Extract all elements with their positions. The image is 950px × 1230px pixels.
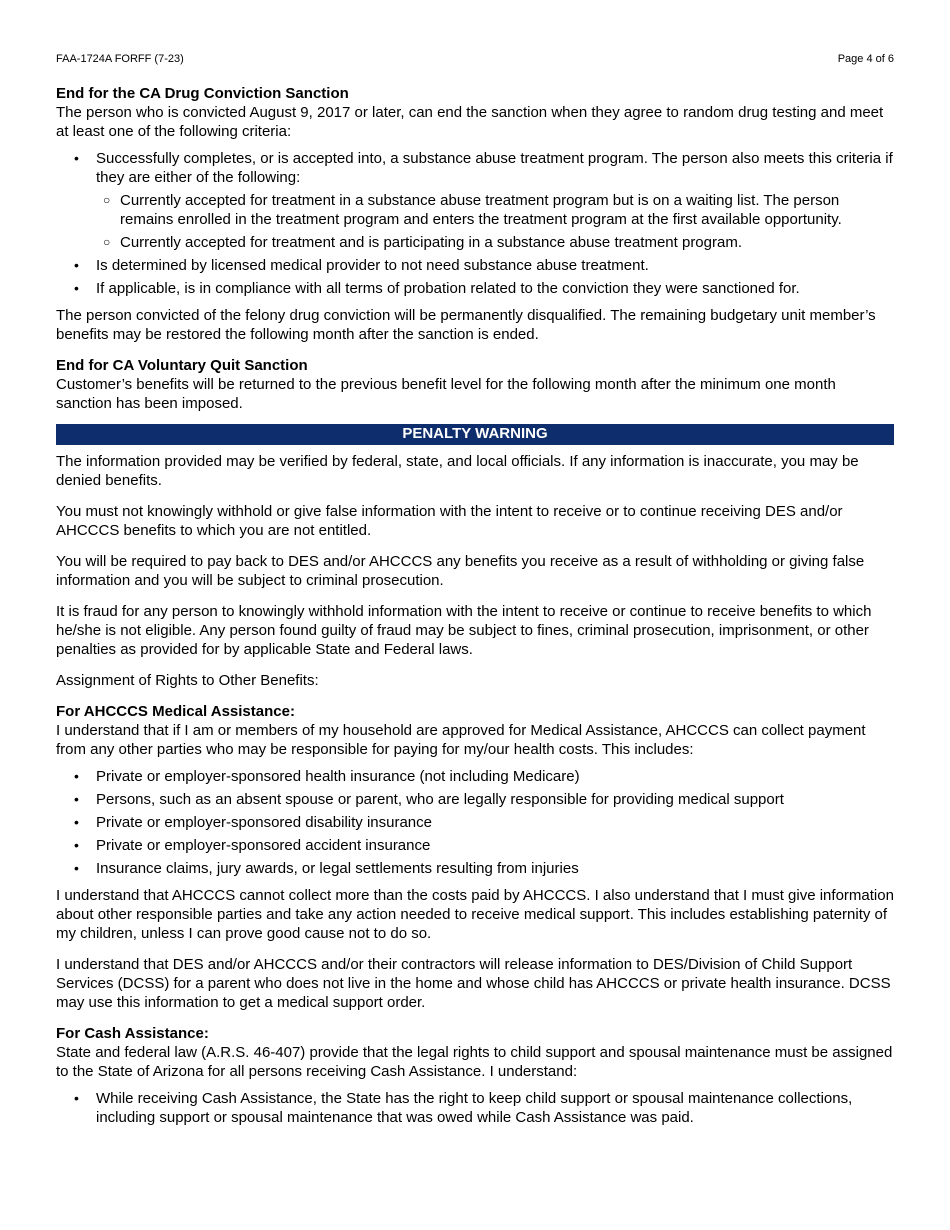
page-number: Page 4 of 6 [837, 53, 894, 65]
document-page [56, 52, 894, 1131]
list-item [56, 149, 894, 252]
sub-list-item: ○ Currently accepted for treatment in a substance abuse treatment program but is on a waiting list. The person remains enrolled in the treatment program and enters the treatment program at the first available opportunity. [96, 191, 894, 229]
list-item: • Private or employer-sponsored health insurance (not including Medicare) [56, 767, 894, 786]
list-item: • Private or employer-sponsored disability insurance [56, 813, 894, 832]
penalty-warning-banner: PENALTY WARNING [56, 424, 894, 445]
paragraph: State and federal law (A.R.S. 46-407) provide that the legal rights to child support and spousal maintenance must be assigned to the State of Arizona for all persons receiving Cash Assistance. I understand: [56, 1044, 893, 1080]
section-heading: End for CA Voluntary Quit Sanction [56, 357, 308, 374]
drug-sanction-section [56, 84, 894, 344]
paragraph: I understand that DES and/or AHCCCS and/or their contractors will release information to DES/Division of Child Support Services (DCSS) for a parent who does not live in the home and whose child has AHCCCS or private health insurance. DCSS may use this information to get a medical support order. [56, 956, 891, 1011]
cash-assistance-section [56, 1024, 894, 1127]
list-item: • Is determined by licensed medical provider to not need substance abuse treatment. [56, 256, 894, 275]
paragraph: The person convicted of the felony drug conviction will be permanently disqualified. The remaining budgetary unit member’s benefits may be restored the following month after the sanction is ended. [56, 307, 876, 343]
page-header [56, 52, 894, 66]
list-item: • While receiving Cash Assistance, the State has the right to keep child support or spousal maintenance collections, including support or spousal maintenance that was owed while Cash Assistance was paid. [56, 1089, 894, 1127]
list-item-text: Successfully completes, or is accepted into, a substance abuse treatment program. The person also meets this criteria if they are either of the following: [96, 150, 893, 186]
penalty-section [56, 452, 894, 690]
voluntary-quit-section [56, 356, 894, 413]
paragraph: The information provided may be verified by federal, state, and local officials. If any information is inaccurate, you may be denied benefits. [56, 453, 859, 489]
rights-list [56, 1089, 894, 1127]
paragraph: Assignment of Rights to Other Benefits: [56, 672, 319, 689]
paragraph: The person who is convicted August 9, 2017 or later, can end the sanction when they agree to random drug testing and meet at least one of the following criteria: [56, 104, 884, 140]
section-heading: End for the CA Drug Conviction Sanction [56, 85, 349, 102]
paragraph: You must not knowingly withhold or give false information with the intent to receive or to continue receiving DES and/or AHCCCS benefits to which you are not entitled. [56, 503, 843, 539]
paragraph: Customer’s benefits will be returned to the previous benefit level for the following month after the minimum one month sanction has been imposed. [56, 376, 836, 412]
paragraph: You will be required to pay back to DES and/or AHCCCS any benefits you receive as a result of withholding or giving false information and you will be subject to criminal prosecution. [56, 553, 865, 589]
list-item: • If applicable, is in compliance with all terms of probation related to the conviction they were sanctioned for. [56, 279, 894, 298]
list-item: • Private or employer-sponsored accident insurance [56, 836, 894, 855]
section-heading: For Cash Assistance: [56, 1025, 209, 1042]
ahcccs-section [56, 702, 894, 1012]
sub-list [96, 191, 894, 252]
paragraph: I understand that AHCCCS cannot collect more than the costs paid by AHCCCS. I also understand that I must give information about other responsible parties and take any action needed to receive medical support. This includes establishing paternity of my children, unless I can prove good cause not to do so. [56, 887, 894, 942]
list-item: • Persons, such as an absent spouse or parent, who are legally responsible for providing medical support [56, 790, 894, 809]
sub-list-item: ○ Currently accepted for treatment and is participating in a substance abuse treatment program. [96, 233, 894, 252]
paragraph: I understand that if I am or members of my household are approved for Medical Assistance, AHCCCS can collect payment from any other parties who may be responsible for paying for my/our health costs. This includes: [56, 722, 866, 758]
form-id: FAA-1724A FORFF (7-23) [56, 53, 184, 65]
list-item: • Insurance claims, jury awards, or legal settlements resulting from injuries [56, 859, 894, 878]
paragraph: It is fraud for any person to knowingly withhold information with the intent to receive or continue to receive benefits to which he/she is not eligible. Any person found guilty of fraud may be subject to fines, criminal prosecution, imprisonment, or other penalties as provided for by applicable State and Federal laws. [56, 603, 872, 658]
criteria-list [56, 149, 894, 298]
document-content [56, 84, 894, 1127]
section-heading: For AHCCCS Medical Assistance: [56, 703, 295, 720]
payer-list [56, 767, 894, 878]
